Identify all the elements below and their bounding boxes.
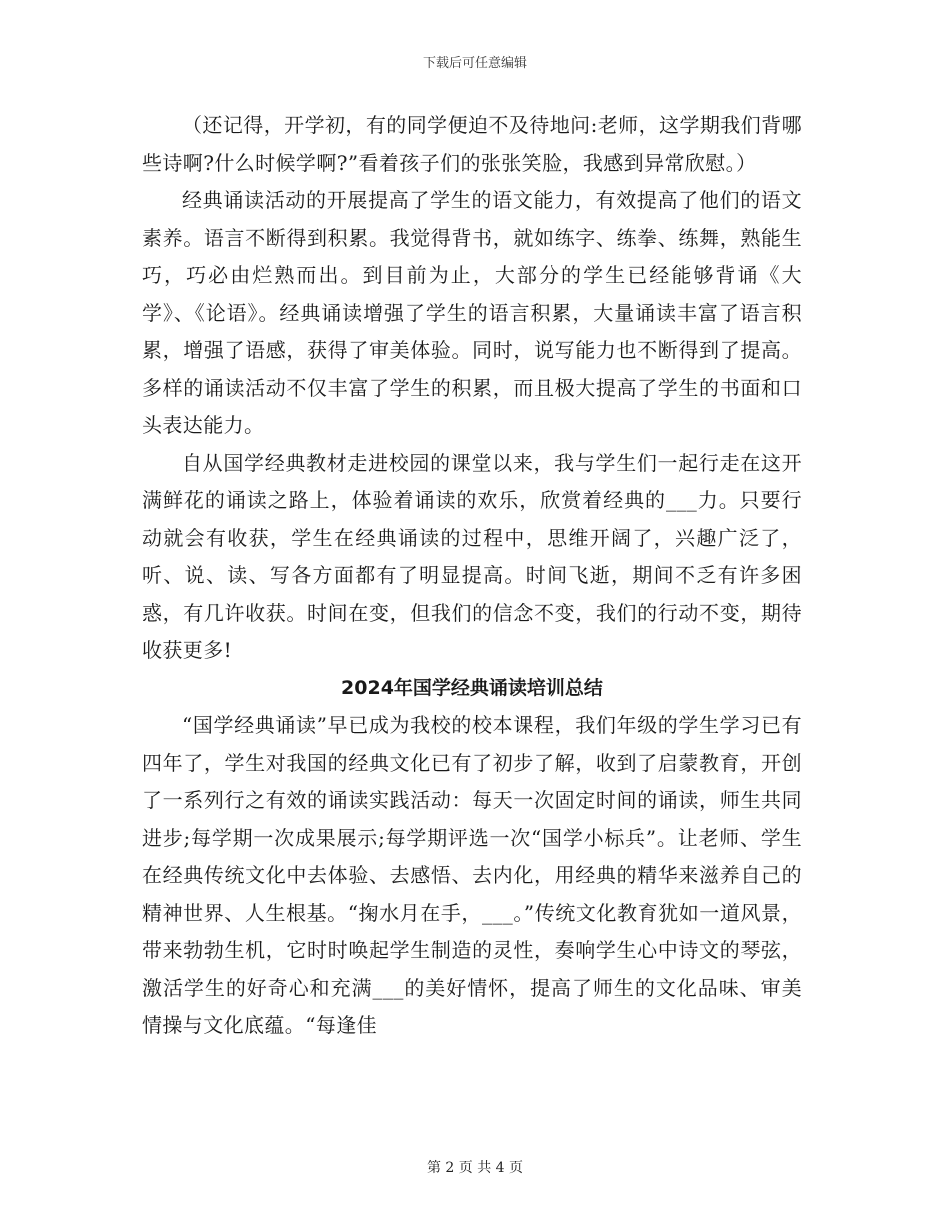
paragraph-language-ability: 经典诵读活动的开展提高了学生的语文能力，有效提高了他们的语文素养。语言不断得到积累。我觉得背书，就如练字、练拳、练舞，熟能生巧，巧必由烂熟而出。到目前为止，大部分的学生已经能够背诵《大学》、《论语》。经典诵读增强了学生的语言积累，大量诵读丰富了语言积累，增强了语感，获得了审美体验。同时，说写能力也不断得到了提高。多样的诵读活动不仅丰富了学生的积累，而且极大提高了学生的书面和口头表达能力。 <box>142 188 802 437</box>
page-number: 第 2 页 共 4 页 <box>426 1160 524 1176</box>
document-body <box>142 107 802 1045</box>
paragraph-recollection: （还记得，开学初，有的同学便迫不及待地问:老师，这学期我们背哪些诗啊?什么时候学啊?”看着孩子们的张张笑脸，我感到异常欣慰。） <box>142 113 802 175</box>
page-header-note: 下载后可任意编辑 <box>422 56 527 71</box>
section-title: 2024年国学经典诵读培训总结 <box>341 676 603 699</box>
paragraph-school-course: “国学经典诵读”早已成为我校的校本课程，我们年级的学生学习已有四年了，学生对我国的经典文化已有了初步了解，收到了启蒙教育，开创了一系列行之有效的诵读实践活动：每天一次固定时间的诵读，师生共同进步;每学期一次成果展示;每学期评选一次“国学小标兵”。让老师、学生在经典传统文化中去体验、去感悟、去内化，用经典的精华来滋养自己的精神世界、人生根基。“掬水月在手，___。”传统文化教育犹如一道风景，带来勃勃生机，它时时唤起学生制造的灵性，奏响学生心中诗文的琴弦，激活学生的好奇心和充满___的美好情怀，提高了师生的文化品味、审美情操与文化底蕴。“每逢佳 <box>142 713 802 1037</box>
paragraph-reading-journey: 自从国学经典教材走进校园的课堂以来，我与学生们一起行走在这开满鲜花的诵读之路上，体验着诵读的欢乐，欣赏着经典的___力。只要行动就会有收获，学生在经典诵读的过程中，思维开阔了，兴趣广泛了，听、说、读、写各方面都有了明显提高。时间飞逝，期间不乏有许多困惑，有几许收获。时间在变，但我们的信念不变，我们的行动不变，期待收获更多! <box>142 450 802 662</box>
